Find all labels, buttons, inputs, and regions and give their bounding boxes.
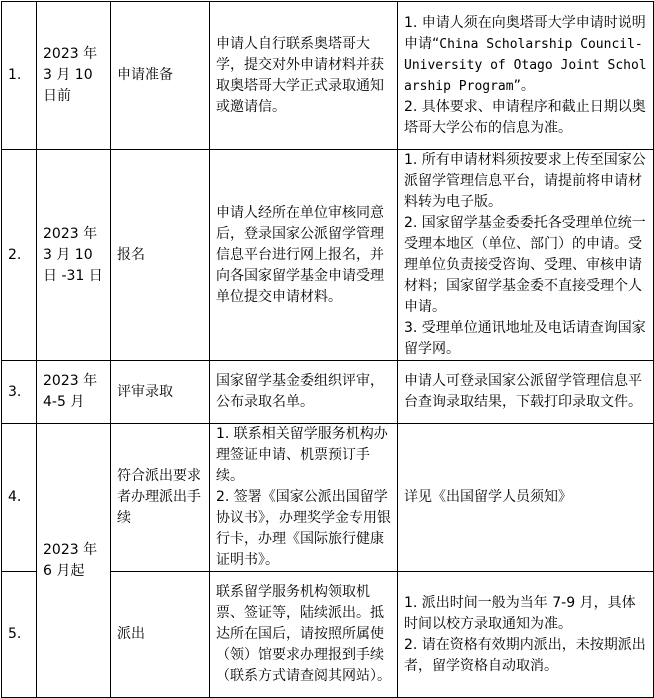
row-steps: 申请人自行联系奥塔哥大学，提交对外申请材料并获取奥塔哥大学正式录取通知或邀请信。 [210, 2, 398, 150]
row-number: 5. [2, 572, 37, 698]
row-number: 2. [2, 150, 37, 361]
row-notes [398, 2, 654, 150]
note-item: 2. 具体要求、申请程序和截止日期以奥塔哥大学公布的信息为准。 [404, 98, 646, 136]
row-stage: 符合派出要求者办理派出手续 [111, 424, 210, 572]
row-steps: 申请人经所在单位审核同意后，登录国家公派留学管理信息平台进行网上报名，并向各国家留学基金申请受理单位提交申请材料。 [210, 150, 398, 361]
row-stage: 报名 [111, 150, 210, 361]
row-date: 2023 年 3 月 10 日 -31 日 [37, 150, 111, 361]
row-number: 3. [2, 361, 37, 424]
row-notes [398, 361, 654, 424]
row-steps: 国家留学基金委组织评审，公布录取名单。 [210, 361, 398, 424]
table-row [2, 361, 654, 424]
row-stage: 派出 [111, 572, 210, 698]
note-item: 1. 所有申请材料须按要求上传至国家公派留学管理信息平台，请提前将申请材料转为电子版。 [404, 152, 646, 210]
row-steps [210, 424, 398, 572]
note-item: 详见《出国留学人员须知》 [404, 489, 572, 505]
row-date: 2023 年 4-5 月 [37, 361, 111, 424]
note-item: 2. 国家留学基金委委托各受理单位统一受理本地区（单位、部门）的申请。受理单位负责接受咨询、受理、审核申请材料；国家留学基金委不直接受理个人申请。 [404, 215, 646, 315]
table-row [2, 150, 654, 361]
row-date: 2023 年 3 月 10 日前 [37, 2, 111, 150]
schedule-table [1, 1, 654, 698]
note-item: 1. 申请人须在向奥塔哥大学申请时说明申请“China Scholarship Council- University of Otago Joint Scholarship Program”。 [404, 14, 647, 94]
row-date: 2023 年 6 月起 [37, 424, 111, 698]
row-number: 4. [2, 424, 37, 572]
row-stage: 申请准备 [111, 2, 210, 150]
note-item: 1. 派出时间一般为当年 7-9 月，具体时间以校方录取通知为准。 [404, 594, 636, 632]
program-name: China Scholarship Council- University of Otago Joint Scholarship Program [404, 36, 647, 94]
row-notes [398, 424, 654, 572]
step-item: 1. 联系相关留学服务机构办理签证申请、机票预订手续。 [216, 426, 388, 484]
table-row [2, 2, 654, 150]
table-row [2, 424, 654, 572]
row-number: 1. [2, 2, 37, 150]
note-item: 申请人可登录国家公派留学管理信息平台查询录取结果，下载打印录取文件。 [404, 373, 642, 410]
note-item: 2. 请在资格有效期内派出，未按期派出者，留学资格自动取消。 [404, 636, 646, 674]
row-stage: 评审录取 [111, 361, 210, 424]
row-notes [398, 150, 654, 361]
note-item: 3. 受理单位通讯地址及电话请查询国家留学网。 [404, 320, 646, 357]
row-steps: 联系留学服务机构领取机票、签证等，陆续派出。抵达所在国后，请按照所属使（领）馆要求办理报到手续（联系方式请查阅其网站）。 [210, 572, 398, 698]
row-notes [398, 572, 654, 698]
step-item: 2. 签署《国家公派出国留学协议书》，办理奖学金专用银行卡，办理《国际旅行健康证明书》。 [216, 489, 391, 568]
